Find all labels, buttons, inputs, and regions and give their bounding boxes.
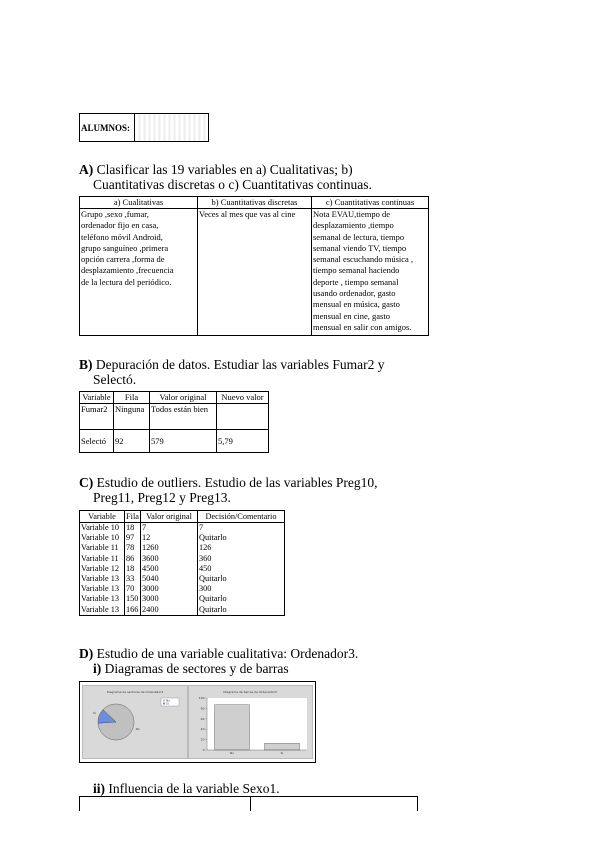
line: tiempo semanal haciendo bbox=[313, 265, 400, 276]
table-cell: 126 bbox=[198, 543, 285, 553]
table-cell: 579 bbox=[150, 430, 217, 453]
table-cell: 300 bbox=[198, 584, 285, 594]
section-b-letter: B) bbox=[79, 357, 93, 372]
bar-no bbox=[215, 705, 250, 750]
y-tick-label: 20 bbox=[200, 737, 205, 742]
cell-cualitativas bbox=[80, 209, 198, 336]
section-c-line1: Estudio de outliers. Estudio de las variables Preg10, bbox=[96, 475, 378, 490]
table-cell: 97 bbox=[125, 533, 141, 543]
line: mensual en cine, gasto bbox=[313, 310, 390, 321]
legend-swatch bbox=[163, 700, 165, 702]
line: de la lectura del periódico. bbox=[81, 276, 172, 287]
header-decision: Decisión/Comentario bbox=[198, 511, 285, 523]
table-cell: 7 bbox=[141, 523, 198, 534]
header-variable: Variable bbox=[80, 392, 114, 404]
sub-i-text: Diagramas de sectores y de barras bbox=[104, 661, 289, 676]
line: Veces al mes que vas al cine bbox=[199, 209, 296, 219]
table-cell bbox=[217, 404, 269, 430]
section-a-line2: Cuantitativas discretas o c) Cuantitativas continuas. bbox=[93, 177, 372, 192]
table-cell: 70 bbox=[125, 584, 141, 594]
line: mensual en música, gasto bbox=[313, 299, 400, 310]
header-continuas: c) Cuantitativas continuas bbox=[312, 197, 429, 209]
pie-chart-title: Diagrama de sectores de Ordenador3 bbox=[106, 690, 164, 694]
sub-i-label: i) bbox=[93, 661, 102, 676]
table-cell: 12 bbox=[141, 533, 198, 543]
section-c-letter: C) bbox=[79, 475, 94, 490]
pie-chart bbox=[83, 686, 187, 758]
line: semanal viendo TV, tiempo bbox=[313, 242, 407, 253]
line: desplazamiento ,frecuencia bbox=[81, 265, 174, 276]
cell-discretas bbox=[198, 209, 312, 336]
table-cell: 360 bbox=[198, 554, 285, 564]
table-cell: Variable 13 bbox=[80, 594, 125, 604]
section-c-line2: Preg11, Preg12 y Preg13. bbox=[93, 490, 231, 505]
section-c-heading bbox=[79, 475, 377, 505]
y-tick-label: 0 bbox=[202, 748, 205, 752]
table-cell: Variable 10 bbox=[80, 533, 125, 543]
line: semanal escuchando música , bbox=[313, 254, 414, 265]
pie-slice-label: No bbox=[135, 726, 140, 731]
table-cell bbox=[251, 797, 418, 812]
table-cell: Ninguna bbox=[114, 404, 150, 430]
table-cell: Todos están bien bbox=[150, 404, 217, 430]
bar-si bbox=[265, 743, 300, 750]
legend-label: No bbox=[166, 698, 171, 703]
table-cell: 92 bbox=[114, 430, 150, 453]
line: grupo sanguíneo ,primera bbox=[81, 242, 169, 253]
table-cell: Quitarlo bbox=[198, 605, 285, 616]
line: usando ordenador, gasto bbox=[313, 288, 396, 299]
legend-label: Sí bbox=[166, 701, 169, 706]
header-discretas: b) Cuantitativas discretas bbox=[198, 197, 312, 209]
line: Nota EVAU,tiempo de bbox=[313, 209, 391, 219]
section-a-heading bbox=[79, 162, 372, 192]
alumnos-table bbox=[79, 113, 209, 142]
data-cleaning-table bbox=[79, 391, 269, 453]
y-tick-label: 40 bbox=[200, 727, 205, 732]
x-tick-label: No bbox=[229, 751, 235, 755]
pie-chart-panel bbox=[82, 685, 188, 759]
line: Grupo ,sexo ,fumar, bbox=[81, 209, 149, 219]
table-cell: Variable 13 bbox=[80, 574, 125, 584]
table-cell: 450 bbox=[198, 564, 285, 574]
table-cell: Variable 11 bbox=[80, 554, 125, 564]
section-d-heading bbox=[79, 646, 358, 676]
table-cell: Fumar2 bbox=[80, 404, 114, 430]
section-a-letter: A) bbox=[79, 162, 94, 177]
section-b-heading bbox=[79, 357, 385, 387]
section-b-line2: Selectó. bbox=[93, 372, 137, 387]
table-cell: 18 bbox=[125, 564, 141, 574]
section-d-letter: D) bbox=[79, 646, 94, 661]
line: teléfono móvil Android, bbox=[81, 231, 163, 242]
table-cell: Quitarlo bbox=[198, 533, 285, 543]
pie-slice-label: Sí bbox=[92, 711, 96, 716]
line: ordenador fijo en casa, bbox=[81, 220, 159, 231]
table-cell: 3000 bbox=[141, 594, 198, 604]
y-tick-label: 80 bbox=[200, 706, 205, 711]
table-cell: Variable 11 bbox=[80, 543, 125, 553]
table-cell: Quitarlo bbox=[198, 594, 285, 604]
table-cell: 5040 bbox=[141, 574, 198, 584]
table-cell: 1260 bbox=[141, 543, 198, 553]
table-cell: Variable 13 bbox=[80, 605, 125, 616]
sub-ii-text: Influencia de la variable Sexo1. bbox=[108, 781, 280, 796]
y-tick-label: 60 bbox=[200, 716, 205, 721]
header-valor-original: Valor original bbox=[150, 392, 217, 404]
table-cell: 3600 bbox=[141, 554, 198, 564]
table-cell: 5,79 bbox=[217, 430, 269, 453]
y-tick-label: 100 bbox=[198, 696, 205, 700]
table-cell: 166 bbox=[125, 605, 141, 616]
table-cell: 86 bbox=[125, 554, 141, 564]
line: semanal de lectura, tiempo bbox=[313, 231, 405, 242]
line: deporte , tiempo semanal bbox=[313, 276, 399, 287]
line: desplazamiento ,tiempo bbox=[313, 220, 394, 231]
line: opción carrera ,forma de bbox=[81, 254, 165, 265]
cell-continuas bbox=[312, 209, 429, 336]
x-tick-label: Sí bbox=[280, 751, 284, 755]
section-d-line1: Estudio de una variable cualitativa: Ordenador3. bbox=[96, 646, 359, 661]
section-d-sub-ii bbox=[93, 781, 280, 796]
table-cell: 3000 bbox=[141, 584, 198, 594]
line: mensual en salir con amigos. bbox=[313, 321, 412, 332]
table-cell: Variable 12 bbox=[80, 564, 125, 574]
table-cell: 4500 bbox=[141, 564, 198, 574]
header-fila: Fila bbox=[114, 392, 150, 404]
header-nuevo-valor: Nuevo valor bbox=[217, 392, 269, 404]
table-cell: 18 bbox=[125, 523, 141, 534]
header-cualitativas: a) Cualitativas bbox=[80, 197, 198, 209]
table-cell: Selectó bbox=[80, 430, 114, 453]
table-cell bbox=[80, 797, 251, 812]
section-a-line1: Clasificar las 19 variables en a) Cualitativas; b) bbox=[96, 162, 353, 177]
table-cell: 33 bbox=[125, 574, 141, 584]
section-d-sub-i bbox=[79, 661, 358, 676]
table-cell: Variable 13 bbox=[80, 584, 125, 594]
charts-container bbox=[79, 681, 316, 763]
alumnos-label: ALUMNOS: bbox=[80, 114, 135, 142]
legend-swatch bbox=[163, 703, 165, 705]
outliers-table bbox=[79, 510, 285, 616]
header-valor-original: Valor original bbox=[141, 511, 198, 523]
table-cell: 2400 bbox=[141, 605, 198, 616]
alumnos-names-field[interactable] bbox=[135, 114, 209, 142]
header-variable: Variable bbox=[80, 511, 125, 523]
bar-chart-title: Diagrama de barras de Ordenador3 bbox=[223, 690, 277, 694]
sub-ii-label: ii) bbox=[93, 781, 105, 796]
table-cell: Variable 10 bbox=[80, 523, 125, 534]
sexo-influence-table bbox=[79, 796, 418, 811]
table-cell: 7 bbox=[198, 523, 285, 534]
classification-table bbox=[79, 196, 429, 336]
section-b-line1: Depuración de datos. Estudiar las variables Fumar2 y bbox=[95, 357, 385, 372]
table-cell: 150 bbox=[125, 594, 141, 604]
header-fila: Fila bbox=[126, 512, 139, 521]
bar-chart-panel bbox=[188, 685, 313, 759]
table-cell: 78 bbox=[125, 543, 141, 553]
bar-chart bbox=[189, 686, 312, 758]
table-cell: Quitarlo bbox=[198, 574, 285, 584]
